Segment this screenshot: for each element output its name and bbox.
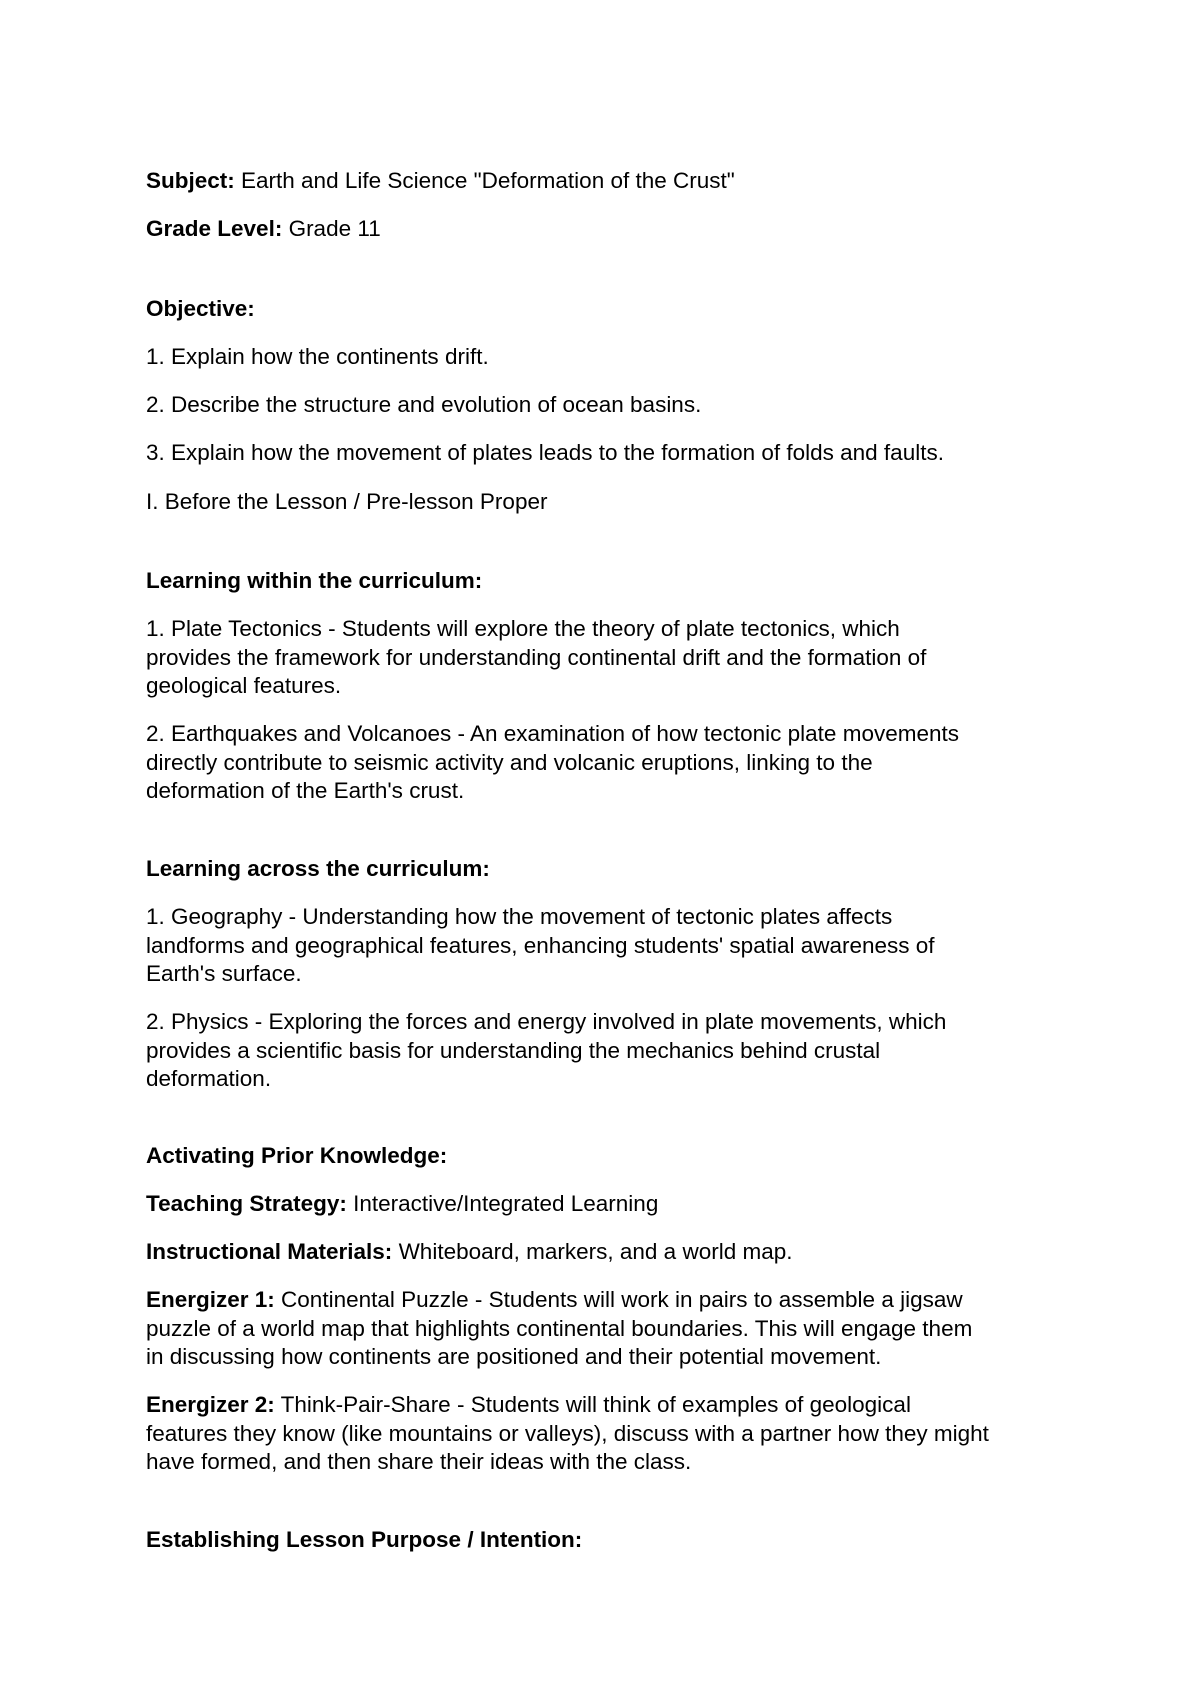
across-item-1: 1. Geography - Understanding how the movement of tectonic plates affects landforms and geographical features, enhancing students' spatial awareness of Earth's surface. [146, 904, 935, 986]
strategy-value: Interactive/Integrated Learning [346, 1191, 659, 1216]
within-heading: Learning within the curriculum: [146, 568, 483, 593]
energizer-2: Energizer 2: Think-Pair-Share - Students will think of examples of geological features they know (like mountains or valleys), discuss with a partner how they might have formed, and then share their ideas with the class. [146, 1392, 989, 1474]
materials-value: Whiteboard, markers, and a world map. [392, 1239, 793, 1264]
across-item-2: 2. Physics - Exploring the forces and energy involved in plate movements, which provides a scientific basis for understanding the mechanics behind crustal deformation. [146, 1009, 947, 1091]
energizer-2-label: Energizer 2: [146, 1392, 275, 1417]
within-item-1: 1. Plate Tectonics - Students will explore the theory of plate tectonics, which provides the framework for understanding continental drift and the formation of geological features. [146, 616, 927, 698]
energizer-1-label: Energizer 1: [146, 1287, 275, 1312]
materials-line [146, 1238, 792, 1266]
strategy-label: Teaching Strategy: [146, 1191, 347, 1216]
strategy-line [146, 1190, 658, 1218]
energizer-1: Energizer 1: Continental Puzzle - Students will work in pairs to assemble a jigsaw puzzle of a world map that highlights continental boundaries. This will engage them in discussing how continents are positioned and their potential movement. [146, 1287, 973, 1369]
subject-line [146, 167, 735, 195]
grade-line [146, 215, 381, 243]
across-heading: Learning across the curriculum: [146, 856, 490, 881]
section-title: I. Before the Lesson / Pre-lesson Proper [146, 489, 548, 514]
objective-item: 1. Explain how the continents drift. [146, 344, 489, 369]
objective-item: 3. Explain how the movement of plates leads to the formation of folds and faults. [146, 440, 944, 465]
subject-label: Subject: [146, 168, 235, 193]
purpose-heading: Establishing Lesson Purpose / Intention: [146, 1527, 583, 1552]
objective-heading: Objective: [146, 296, 255, 321]
prior-heading: Activating Prior Knowledge: [146, 1143, 448, 1168]
grade-value: Grade 11 [282, 216, 381, 241]
within-item-2: 2. Earthquakes and Volcanoes - An examination of how tectonic plate movements directly contribute to seismic activity and volcanic eruptions, linking to the deformation of the Earth's crust. [146, 721, 959, 803]
materials-label: Instructional Materials: [146, 1239, 393, 1264]
objective-item: 2. Describe the structure and evolution of ocean basins. [146, 392, 702, 417]
grade-label: Grade Level: [146, 216, 283, 241]
subject-value: Earth and Life Science "Deformation of the Crust" [234, 168, 735, 193]
